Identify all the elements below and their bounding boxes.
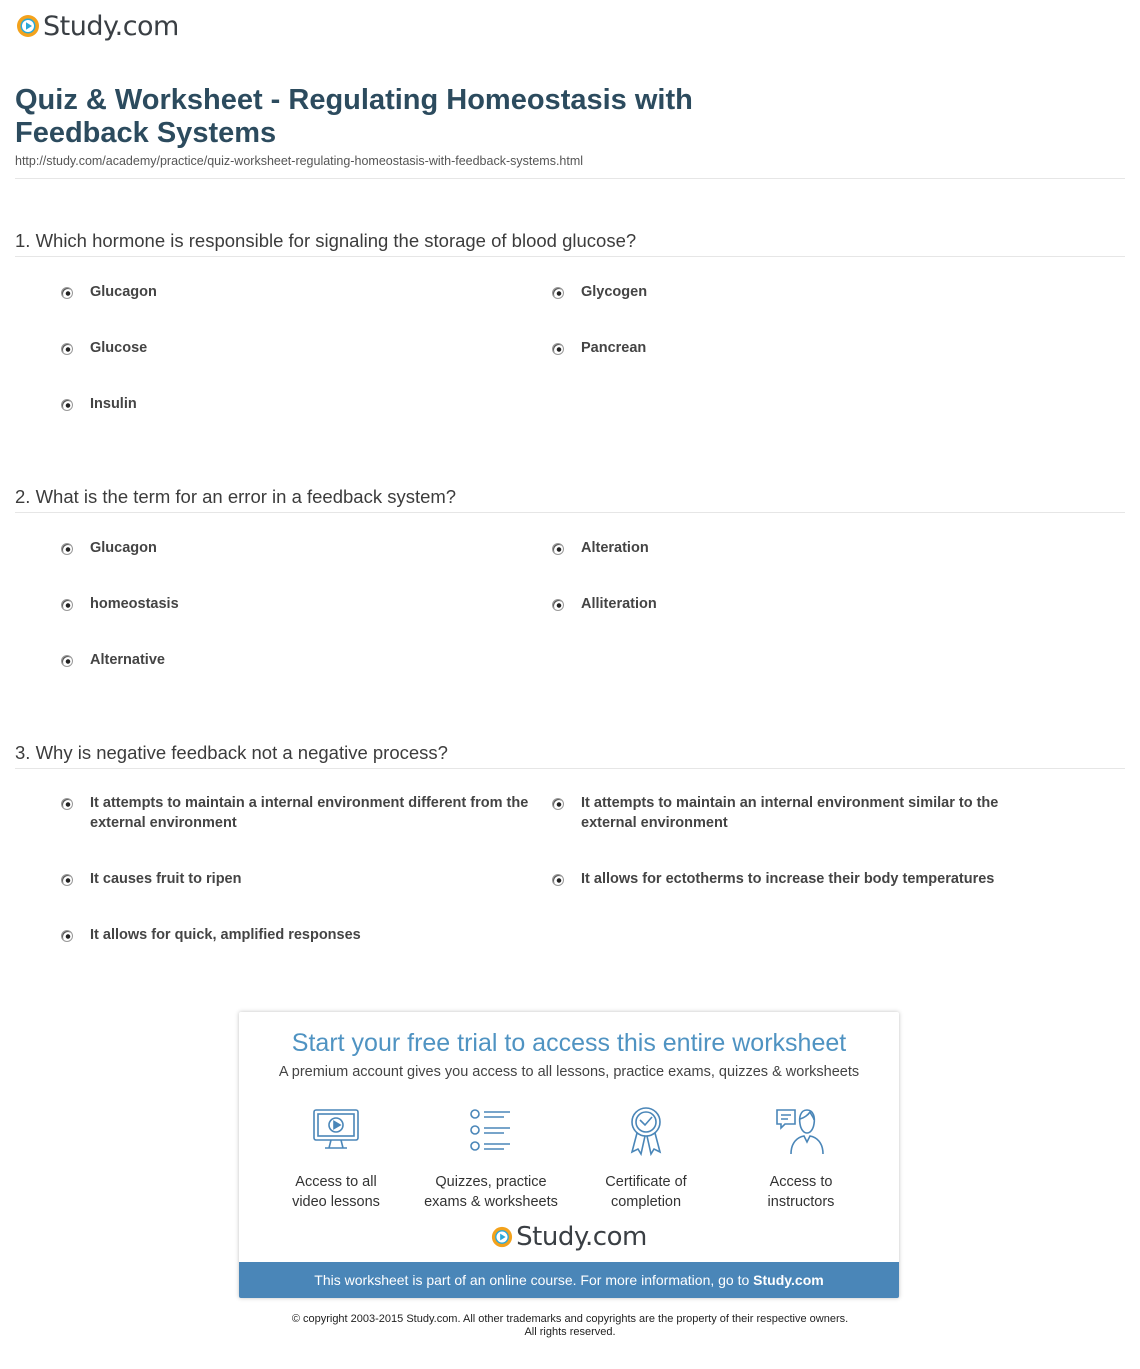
header-divider <box>15 178 1125 179</box>
checklist-icon <box>464 1104 518 1158</box>
promo-subtitle: A premium account gives you access to all lessons, practice exams, quizzes & worksheets <box>278 1064 860 1080</box>
radio-icon[interactable] <box>552 543 564 555</box>
feature-quizzes <box>416 1104 566 1212</box>
radio-icon[interactable] <box>552 343 564 355</box>
answer-option[interactable]: Alteration <box>552 538 1031 558</box>
radio-icon[interactable] <box>61 543 73 555</box>
radio-icon[interactable] <box>61 399 73 411</box>
radio-icon[interactable] <box>552 287 564 299</box>
promo-title[interactable]: Start your free trial to access this entire worksheet <box>291 1029 847 1057</box>
instructor-chat-icon <box>774 1104 828 1158</box>
promo-bar-link[interactable]: Study.com <box>753 1272 824 1288</box>
answer-option[interactable]: Alliteration <box>552 594 1031 614</box>
feature-label: Access to instructors <box>767 1174 835 1210</box>
radio-icon[interactable] <box>61 874 73 886</box>
promo-study-logo[interactable] <box>239 1224 899 1250</box>
question-text: 3. Why is negative feedback not a negative process? <box>15 738 1125 769</box>
answer-option[interactable]: Glucagon <box>61 538 540 558</box>
promo-bar-text: This worksheet is part of an online course. For more information, go to <box>314 1272 750 1288</box>
feature-instructors <box>726 1104 876 1212</box>
radio-icon[interactable] <box>61 655 73 667</box>
answer-option[interactable]: Glucagon <box>61 282 540 302</box>
answer-option[interactable]: It attempts to maintain a internal environment different from the external environment <box>61 793 540 833</box>
study-logo[interactable] <box>16 10 179 42</box>
answer-option[interactable]: Insulin <box>61 394 540 414</box>
logo-wordmark: Study.com <box>43 10 179 42</box>
question-2 <box>15 482 1125 668</box>
answer-option[interactable]: It causes fruit to ripen <box>61 869 540 889</box>
answer-option[interactable]: Alternative <box>61 650 540 670</box>
answer-option[interactable]: Glucose <box>61 338 540 358</box>
answer-option[interactable]: It allows for quick, amplified responses <box>61 925 540 945</box>
question-text: 1. Which hormone is responsible for signaling the storage of blood glucose? <box>15 226 1125 257</box>
radio-icon[interactable] <box>61 798 73 810</box>
question-3 <box>15 738 1125 943</box>
radio-icon[interactable] <box>61 343 73 355</box>
radio-icon[interactable] <box>552 874 564 886</box>
feature-label: Access to all video lessons <box>292 1174 380 1210</box>
play-circle-icon <box>16 14 40 38</box>
radio-icon[interactable] <box>61 599 73 611</box>
copyright-line: © copyright 2003-2015 Study.com. All other trademarks and copyrights are the property of their respective owners. <box>291 1313 849 1325</box>
question-1 <box>15 226 1125 412</box>
feature-label: Quizzes, practice exams & worksheets <box>424 1174 558 1210</box>
answer-option[interactable]: Glycogen <box>552 282 1031 302</box>
feature-label: Certificate of completion <box>605 1174 687 1210</box>
answer-option[interactable]: It allows for ectotherms to increase their body temperatures <box>552 869 1031 889</box>
radio-icon[interactable] <box>552 798 564 810</box>
certificate-ribbon-icon <box>619 1104 673 1158</box>
play-circle-icon <box>491 1226 513 1248</box>
logo-wordmark: Study.com <box>516 1222 647 1252</box>
page-title: Quiz & Worksheet - Regulating Homeostasis with Feedback Systems <box>15 84 693 149</box>
answer-option[interactable]: It attempts to maintain an internal environment similar to the external environment <box>552 793 1031 833</box>
copyright-notice <box>0 1313 1140 1339</box>
feature-certificate <box>571 1104 721 1212</box>
answer-option[interactable]: homeostasis <box>61 594 540 614</box>
radio-icon[interactable] <box>552 599 564 611</box>
video-monitor-icon <box>309 1104 363 1158</box>
radio-icon[interactable] <box>61 930 73 942</box>
rights-line: All rights reserved. <box>524 1326 616 1338</box>
answer-option[interactable]: Pancrean <box>552 338 1031 358</box>
feature-video-lessons <box>261 1104 411 1212</box>
page-url[interactable]: http://study.com/academy/practice/quiz-worksheet-regulating-homeostasis-with-feedback-systems.html <box>15 154 584 168</box>
question-text: 2. What is the term for an error in a feedback system? <box>15 482 1125 513</box>
free-trial-promo[interactable] <box>239 1012 899 1298</box>
promo-info-bar <box>239 1262 899 1298</box>
radio-icon[interactable] <box>61 287 73 299</box>
